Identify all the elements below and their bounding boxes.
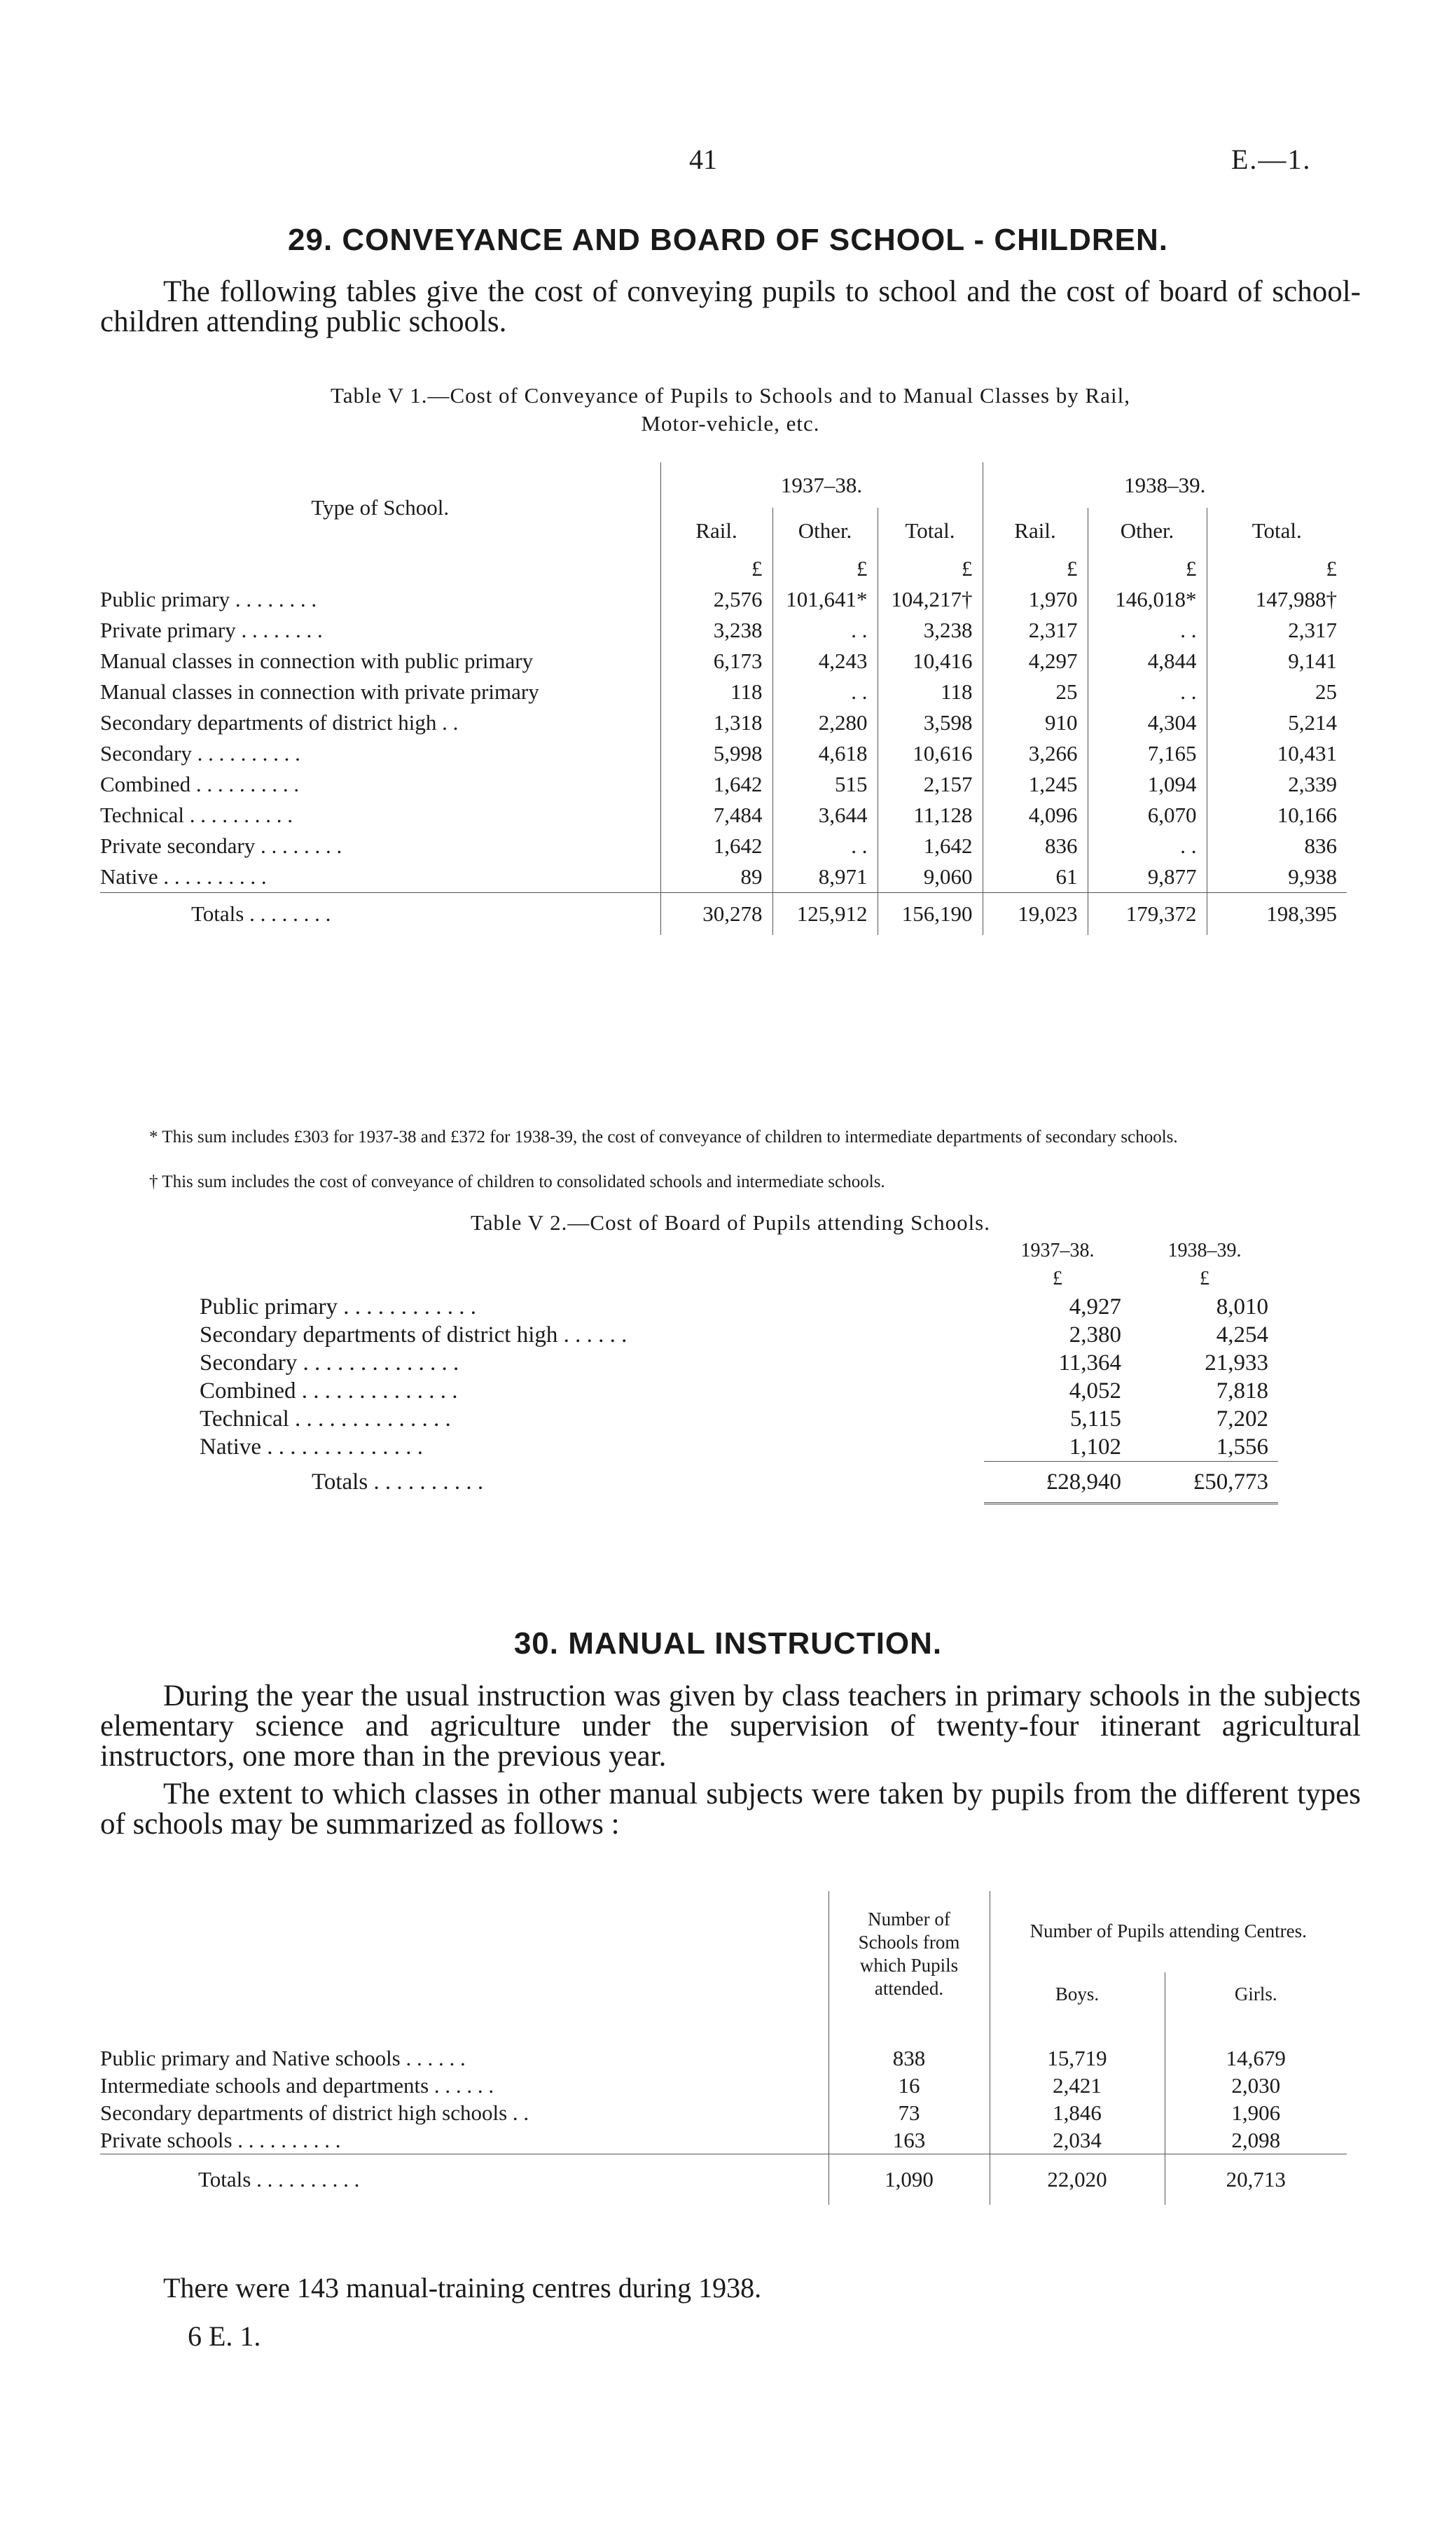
school-type-label: Combined . . . . . . . . . . . . . . (200, 1378, 458, 1404)
value-cell: 4,243 (772, 646, 878, 677)
table-row (200, 1433, 1278, 1462)
table-row (100, 615, 1347, 646)
school-type-label: Private secondary . . . . . . . . (100, 833, 342, 858)
table-row (100, 738, 1347, 769)
signature-mark: 6 E. 1. (188, 2320, 261, 2352)
value-cell: 1,102 (1069, 1434, 1121, 1460)
value-cell: 3,238 (878, 615, 983, 646)
school-type-label: Private primary . . . . . . . . (100, 618, 323, 642)
total-cell: 125,912 (772, 893, 878, 936)
value-cell: 101,641* (772, 584, 878, 615)
value-cell: 7,484 (660, 800, 772, 831)
value-cell: 4,254 (1216, 1322, 1268, 1348)
value-cell: . . (1088, 615, 1207, 646)
value-cell: 1,642 (660, 769, 772, 800)
value-cell: 3,266 (983, 738, 1088, 769)
value-cell: 836 (1207, 831, 1347, 861)
footnote-asterisk: * This sum includes £303 for 1937-38 and £372 for 1938-39, the cost of conveyance of children to intermediate departments of secondary schools. (149, 1128, 1178, 1147)
section-30-para2: The extent to which classes in other manual subjects were taken by pupils from the different types of schools may be summarized as follows : (100, 1778, 1361, 1841)
value-cell: . . (1088, 677, 1207, 707)
col-number-of-schools: Number of Schools from which Pupils attended. (828, 1891, 990, 2017)
value-cell: 10,416 (878, 646, 983, 677)
value-cell: 73 (828, 2099, 990, 2126)
type-of-school-header: Type of School. (311, 495, 450, 520)
school-type-label: Technical . . . . . . . . . . . . . . (200, 1406, 451, 1432)
value-cell: . . (772, 677, 878, 707)
col-other-1938: Other. (1088, 508, 1207, 553)
value-cell: 89 (660, 861, 772, 893)
school-type-label: Native . . . . . . . . . . . . . . (200, 1434, 423, 1460)
value-cell: 1,642 (878, 831, 983, 861)
school-type-label: Secondary departments of district high . . . . . . (200, 1322, 628, 1348)
table-row (200, 1405, 1278, 1433)
value-cell: 2,421 (990, 2072, 1165, 2099)
currency-mark: £ (1053, 1268, 1062, 1289)
value-cell: 1,906 (1165, 2099, 1347, 2126)
school-type-label: Private schools . . . . . . . . . . (100, 2127, 341, 2152)
value-cell: 16 (828, 2072, 990, 2099)
value-cell: 2,098 (1165, 2126, 1347, 2154)
value-cell: 2,280 (772, 707, 878, 738)
table-row (200, 1293, 1278, 1321)
value-cell: . . (1088, 831, 1207, 861)
total-cell: 198,395 (1207, 893, 1347, 936)
col-number-of-pupils: Number of Pupils attending Centres. (990, 1891, 1347, 1972)
table-row (100, 861, 1347, 893)
value-cell: 7,165 (1088, 738, 1207, 769)
value-cell: 10,616 (878, 738, 983, 769)
col-other-1937: Other. (772, 508, 878, 553)
value-cell: 10,431 (1207, 738, 1347, 769)
value-cell: 2,157 (878, 769, 983, 800)
footnote-dagger: † This sum includes the cost of conveyance of children to consolidated schools and intermediate schools. (149, 1172, 885, 1191)
school-type-label: Secondary . . . . . . . . . . (100, 741, 300, 766)
value-cell: 1,970 (983, 584, 1088, 615)
value-cell: 838 (828, 2044, 990, 2072)
closing-sentence: There were 143 manual-training centres during 1938. (163, 2272, 762, 2304)
table-row (100, 707, 1347, 738)
value-cell: 4,096 (983, 800, 1088, 831)
table-row (100, 831, 1347, 861)
value-cell: 3,598 (878, 707, 983, 738)
value-cell: 1,318 (660, 707, 772, 738)
section-29-title: 29. CONVEYANCE AND BOARD OF SCHOOL - CHILDREN. (288, 223, 1168, 257)
col-rail-1937: Rail. (660, 508, 772, 553)
value-cell: 6,070 (1088, 800, 1207, 831)
school-type-label: Public primary . . . . . . . . (100, 587, 317, 611)
table-row (100, 2126, 1347, 2154)
value-cell: . . (772, 831, 878, 861)
value-cell: 8,010 (1216, 1294, 1268, 1320)
currency-mark: £ (878, 553, 983, 584)
value-cell: 163 (828, 2126, 990, 2154)
value-cell: 6,173 (660, 646, 772, 677)
table-row (100, 800, 1347, 831)
value-cell: 9,141 (1207, 646, 1347, 677)
table-row (100, 2099, 1347, 2126)
table-v2 (200, 1237, 1278, 1504)
value-cell: 1,846 (990, 2099, 1165, 2126)
table-row (100, 677, 1347, 707)
value-cell: 3,238 (660, 615, 772, 646)
manual-totals-label: Totals . . . . . . . . . . (100, 2154, 828, 2206)
value-cell: 1,094 (1088, 769, 1207, 800)
value-cell: 10,166 (1207, 800, 1347, 831)
table-row (100, 2072, 1347, 2099)
section-29-intro: The following tables give the cost of conveying pupils to school and the cost of board of school-children attending public schools. (100, 275, 1361, 338)
value-cell: 2,317 (983, 615, 1088, 646)
document-reference: E.—1. (1231, 144, 1312, 175)
value-cell: 515 (772, 769, 878, 800)
value-cell: 4,844 (1088, 646, 1207, 677)
currency-mark: £ (772, 553, 878, 584)
value-cell: 61 (983, 861, 1088, 893)
year-1938-header: 1938–39. (983, 462, 1347, 508)
table-row (100, 769, 1347, 800)
table-row (200, 1377, 1278, 1405)
currency-mark: £ (1200, 1268, 1209, 1289)
v2-year-1937: 1937–38. (1020, 1240, 1095, 1261)
school-type-label: Secondary . . . . . . . . . . . . . . (200, 1350, 459, 1376)
value-cell: 1,642 (660, 831, 772, 861)
table-row (100, 584, 1347, 615)
col-boys: Boys. (990, 1972, 1165, 2017)
value-cell: 2,317 (1207, 615, 1347, 646)
value-cell: 910 (983, 707, 1088, 738)
v2-total-cell: £50,773 (1131, 1462, 1278, 1504)
value-cell: 104,217† (878, 584, 983, 615)
school-type-label: Public primary . . . . . . . . . . . . (200, 1294, 477, 1320)
value-cell: 9,877 (1088, 861, 1207, 893)
currency-mark: £ (1207, 553, 1347, 584)
school-type-label: Secondary departments of district high . . (100, 710, 459, 735)
manual-total-cell: 1,090 (828, 2154, 990, 2206)
table-manual-instruction (100, 1891, 1347, 2205)
value-cell: 1,556 (1216, 1434, 1268, 1460)
table-row (100, 646, 1347, 677)
table-v1-caption-line1: Table V 1.—Cost of Conveyance of Pupils to Schools and to Manual Classes by Rail, (331, 383, 1130, 408)
col-total-1937: Total. (878, 508, 983, 553)
page-number: 41 (689, 144, 717, 175)
value-cell: 11,128 (878, 800, 983, 831)
school-type-label: Manual classes in connection with public primary (100, 649, 534, 673)
value-cell: 5,214 (1207, 707, 1347, 738)
table-row (200, 1349, 1278, 1377)
value-cell: 25 (983, 677, 1088, 707)
school-type-label: Secondary departments of district high schools . . (100, 2100, 529, 2125)
value-cell: 2,576 (660, 584, 772, 615)
value-cell: 14,679 (1165, 2044, 1347, 2072)
total-cell: 179,372 (1088, 893, 1207, 936)
col-rail-1938: Rail. (983, 508, 1088, 553)
value-cell: 8,971 (772, 861, 878, 893)
value-cell: 836 (983, 831, 1088, 861)
school-type-label: Manual classes in connection with private primary (100, 679, 539, 704)
table-v1-caption-line2: Motor-vehicle, etc. (641, 411, 820, 436)
school-type-label: Intermediate schools and departments . . . . . . (100, 2072, 494, 2098)
v2-totals-label: Totals . . . . . . . . . . (312, 1469, 484, 1495)
value-cell: 15,719 (990, 2044, 1165, 2072)
value-cell: 147,988† (1207, 584, 1347, 615)
col-girls: Girls. (1165, 1972, 1347, 2017)
section-30-para1: During the year the usual instruction was given by class teachers in primary schools in the subjects elementary science and agriculture under the supervision of twenty-four itinerant agricultural instructors, one more than in the previous year. (100, 1680, 1361, 1773)
value-cell: 3,644 (772, 800, 878, 831)
value-cell: 2,380 (1069, 1322, 1121, 1348)
value-cell: 4,618 (772, 738, 878, 769)
table-v1 (100, 462, 1347, 935)
school-type-label: Technical . . . . . . . . . . (100, 803, 293, 827)
manual-total-cell: 22,020 (990, 2154, 1165, 2206)
v2-year-1938: 1938–39. (1167, 1240, 1242, 1261)
value-cell: 4,304 (1088, 707, 1207, 738)
table-row (200, 1321, 1278, 1349)
year-1937-header: 1937–38. (660, 462, 983, 508)
value-cell: 7,818 (1216, 1378, 1268, 1404)
value-cell: 4,927 (1069, 1294, 1121, 1320)
value-cell: 2,030 (1165, 2072, 1347, 2099)
v2-total-cell: £28,940 (984, 1462, 1131, 1504)
school-type-label: Combined . . . . . . . . . . (100, 772, 300, 796)
value-cell: 118 (878, 677, 983, 707)
value-cell: 146,018* (1088, 584, 1207, 615)
value-cell: 25 (1207, 677, 1347, 707)
table-v2-caption: Table V 2.—Cost of Board of Pupils attending Schools. (471, 1210, 990, 1235)
table-row (100, 2044, 1347, 2072)
value-cell: 7,202 (1216, 1406, 1268, 1432)
currency-mark: £ (660, 553, 772, 584)
school-type-label: Native . . . . . . . . . . (100, 864, 267, 889)
value-cell: 2,034 (990, 2126, 1165, 2154)
value-cell: 4,052 (1069, 1378, 1121, 1404)
total-cell: 30,278 (660, 893, 772, 936)
value-cell: 2,339 (1207, 769, 1347, 800)
section-30-title: 30. MANUAL INSTRUCTION. (513, 1626, 943, 1661)
manual-total-cell: 20,713 (1165, 2154, 1347, 2206)
value-cell: 118 (660, 677, 772, 707)
value-cell: 9,060 (878, 861, 983, 893)
col-total-1938: Total. (1207, 508, 1347, 553)
totals-label: Totals . . . . . . . . (100, 893, 660, 936)
value-cell: 11,364 (1058, 1350, 1121, 1376)
value-cell: 1,245 (983, 769, 1088, 800)
value-cell: 4,297 (983, 646, 1088, 677)
total-cell: 156,190 (878, 893, 983, 936)
currency-mark: £ (983, 553, 1088, 584)
value-cell: . . (772, 615, 878, 646)
value-cell: 21,933 (1205, 1350, 1268, 1376)
value-cell: 9,938 (1207, 861, 1347, 893)
value-cell: 5,115 (1069, 1406, 1121, 1432)
total-cell: 19,023 (983, 893, 1088, 936)
value-cell: 5,998 (660, 738, 772, 769)
school-type-label: Public primary and Native schools . . . . . . (100, 2045, 466, 2070)
table-v1-caption (100, 382, 1361, 438)
currency-mark: £ (1088, 553, 1207, 584)
